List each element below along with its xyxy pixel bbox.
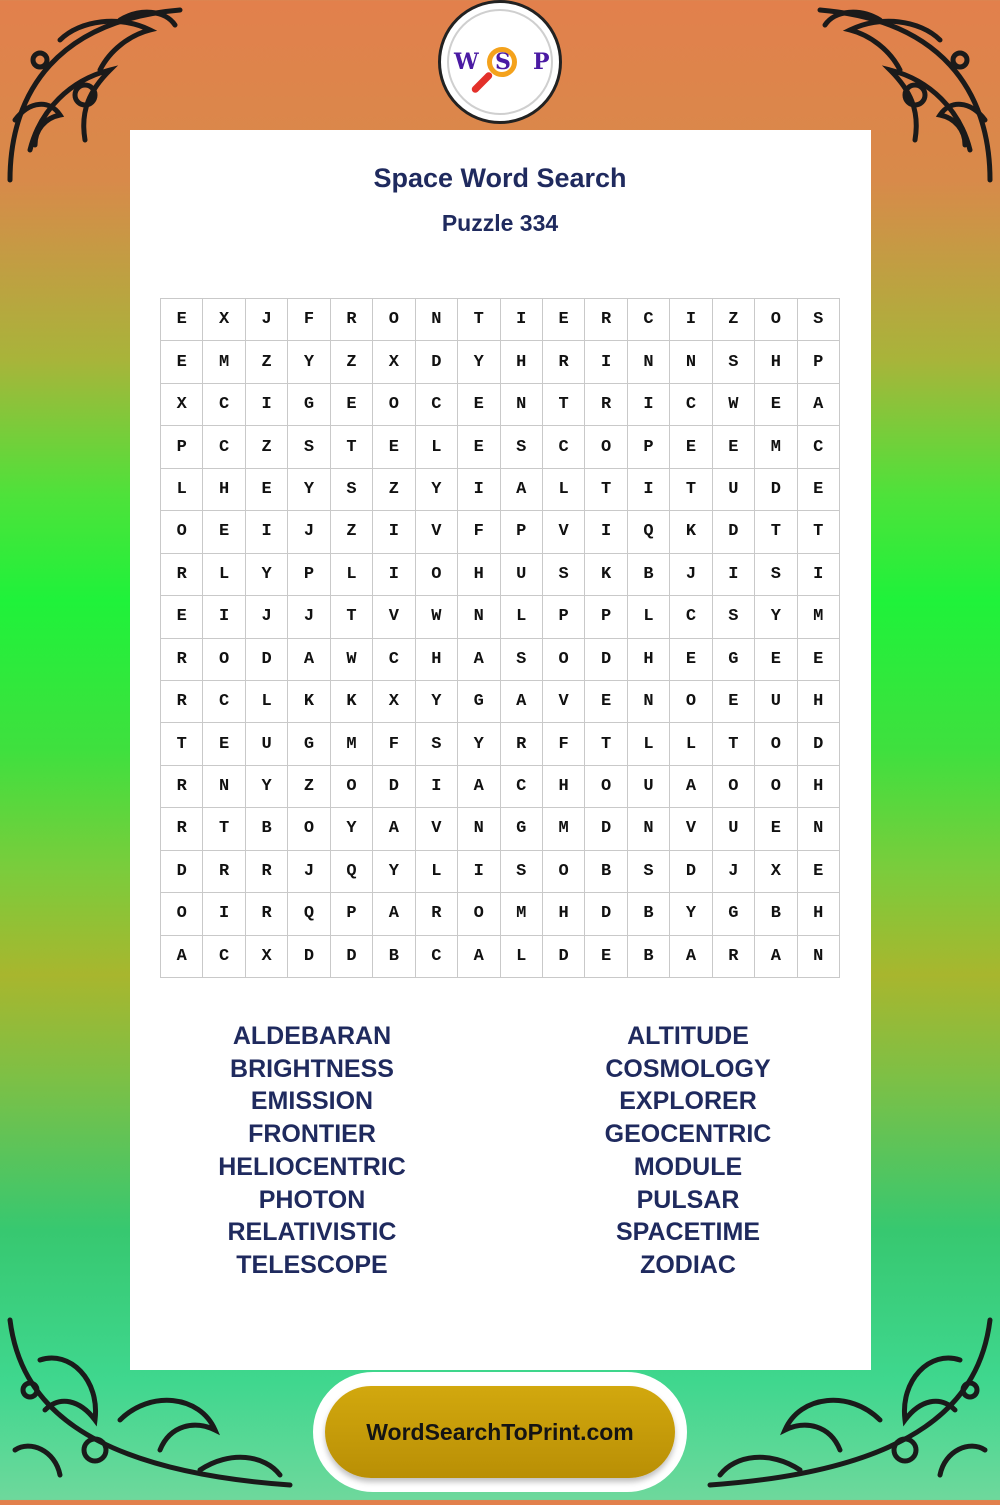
grid-cell: S bbox=[798, 299, 840, 341]
grid-cell: K bbox=[331, 681, 373, 723]
grid-cell: W bbox=[416, 596, 458, 638]
grid-cell: Z bbox=[331, 341, 373, 383]
grid-cell: E bbox=[670, 639, 712, 681]
grid-cell: Z bbox=[713, 299, 755, 341]
grid-cell: L bbox=[416, 426, 458, 468]
grid-cell: D bbox=[543, 936, 585, 978]
grid-cell: M bbox=[203, 341, 245, 383]
grid-cell: T bbox=[331, 426, 373, 468]
grid-cell: B bbox=[246, 808, 288, 850]
grid-cell: Y bbox=[288, 469, 330, 511]
grid-cell: D bbox=[798, 723, 840, 765]
grid-cell: O bbox=[543, 639, 585, 681]
grid-cell: C bbox=[501, 766, 543, 808]
grid-cell: I bbox=[373, 511, 415, 553]
grid-cell: V bbox=[670, 808, 712, 850]
grid-cell: X bbox=[373, 341, 415, 383]
grid-cell: D bbox=[585, 639, 627, 681]
word-list-item: ALDEBARAN bbox=[232, 1022, 392, 1050]
grid-cell: E bbox=[585, 936, 627, 978]
word-list-item: HELIOCENTRIC bbox=[218, 1152, 406, 1181]
grid-cell: E bbox=[161, 341, 203, 383]
wsp-logo bbox=[438, 0, 562, 124]
grid-cell: C bbox=[798, 426, 840, 468]
word-list-item: MODULE bbox=[633, 1152, 743, 1181]
grid-cell: Y bbox=[458, 723, 500, 765]
word-list-item: BRIGHTNESS bbox=[230, 1054, 394, 1083]
grid-cell: P bbox=[161, 426, 203, 468]
grid-cell: C bbox=[628, 299, 670, 341]
grid-cell: O bbox=[755, 766, 797, 808]
grid-cell: O bbox=[755, 723, 797, 765]
grid-cell: A bbox=[501, 469, 543, 511]
grid-cell: R bbox=[543, 341, 585, 383]
grid-cell: T bbox=[161, 723, 203, 765]
grid-cell: S bbox=[331, 469, 373, 511]
grid-cell: Z bbox=[288, 766, 330, 808]
grid-cell: E bbox=[798, 469, 840, 511]
grid-cell: M bbox=[798, 596, 840, 638]
grid-cell: U bbox=[755, 681, 797, 723]
grid-cell: I bbox=[585, 341, 627, 383]
grid-cell: S bbox=[501, 426, 543, 468]
site-link-button[interactable] bbox=[325, 1386, 675, 1478]
grid-cell: F bbox=[543, 723, 585, 765]
grid-cell: O bbox=[288, 808, 330, 850]
grid-cell: T bbox=[585, 469, 627, 511]
grid-cell: A bbox=[670, 766, 712, 808]
grid-cell: Y bbox=[246, 766, 288, 808]
grid-cell: K bbox=[288, 681, 330, 723]
grid-cell: C bbox=[203, 426, 245, 468]
grid-cell: Y bbox=[373, 851, 415, 893]
site-badge bbox=[313, 1372, 687, 1492]
grid-cell: I bbox=[670, 299, 712, 341]
grid-cell: F bbox=[373, 723, 415, 765]
grid-cell: R bbox=[161, 681, 203, 723]
grid-cell: D bbox=[670, 851, 712, 893]
grid-cell: L bbox=[416, 851, 458, 893]
grid-cell: D bbox=[755, 469, 797, 511]
grid-cell: Z bbox=[246, 341, 288, 383]
grid-cell: J bbox=[246, 299, 288, 341]
grid-cell: I bbox=[501, 299, 543, 341]
grid-cell: D bbox=[585, 893, 627, 935]
grid-cell: O bbox=[416, 554, 458, 596]
grid-cell: Y bbox=[246, 554, 288, 596]
grid-cell: G bbox=[288, 384, 330, 426]
grid-cell: R bbox=[331, 299, 373, 341]
grid-cell: O bbox=[373, 299, 415, 341]
grid-cell: Z bbox=[331, 511, 373, 553]
grid-cell: H bbox=[416, 639, 458, 681]
grid-cell: N bbox=[670, 341, 712, 383]
grid-cell: A bbox=[501, 681, 543, 723]
grid-cell: H bbox=[543, 893, 585, 935]
grid-cell: B bbox=[585, 851, 627, 893]
word-list-item: TELESCOPE bbox=[236, 1250, 388, 1279]
grid-cell: N bbox=[458, 808, 500, 850]
grid-cell: J bbox=[288, 511, 330, 553]
grid-cell: X bbox=[755, 851, 797, 893]
grid-cell: N bbox=[416, 299, 458, 341]
grid-cell: H bbox=[798, 681, 840, 723]
grid-cell: Y bbox=[458, 341, 500, 383]
grid-cell: C bbox=[203, 936, 245, 978]
grid-cell: I bbox=[585, 511, 627, 553]
grid-cell: E bbox=[713, 426, 755, 468]
grid-cell: X bbox=[161, 384, 203, 426]
grid-cell: P bbox=[628, 426, 670, 468]
grid-cell: Q bbox=[288, 893, 330, 935]
word-list-item: COSMOLOGY bbox=[605, 1054, 771, 1083]
grid-cell: E bbox=[755, 639, 797, 681]
grid-cell: G bbox=[501, 808, 543, 850]
grid-cell: X bbox=[373, 681, 415, 723]
grid-cell: E bbox=[331, 384, 373, 426]
grid-cell: E bbox=[373, 426, 415, 468]
grid-cell: T bbox=[713, 723, 755, 765]
grid-cell: X bbox=[203, 299, 245, 341]
grid-cell: W bbox=[713, 384, 755, 426]
grid-cell: R bbox=[585, 384, 627, 426]
grid-cell: I bbox=[458, 469, 500, 511]
word-list-item: FRONTIER bbox=[248, 1120, 376, 1149]
grid-cell: H bbox=[798, 766, 840, 808]
grid-cell: X bbox=[246, 936, 288, 978]
grid-cell: N bbox=[628, 808, 670, 850]
grid-cell: E bbox=[246, 469, 288, 511]
grid-cell: N bbox=[458, 596, 500, 638]
grid-cell: T bbox=[331, 596, 373, 638]
grid-cell: V bbox=[543, 681, 585, 723]
grid-cell: Z bbox=[373, 469, 415, 511]
grid-cell: N bbox=[628, 341, 670, 383]
grid-cell: O bbox=[585, 766, 627, 808]
grid-cell: L bbox=[161, 469, 203, 511]
grid-cell: E bbox=[585, 681, 627, 723]
grid-cell: I bbox=[713, 554, 755, 596]
grid-cell: M bbox=[543, 808, 585, 850]
grid-cell: I bbox=[798, 554, 840, 596]
grid-cell: H bbox=[458, 554, 500, 596]
grid-cell: O bbox=[670, 681, 712, 723]
grid-cell: C bbox=[203, 681, 245, 723]
grid-cell: M bbox=[755, 426, 797, 468]
grid-cell: A bbox=[373, 893, 415, 935]
grid-cell: D bbox=[246, 639, 288, 681]
grid-cell: T bbox=[585, 723, 627, 765]
grid-cell: D bbox=[373, 766, 415, 808]
grid-cell: G bbox=[713, 893, 755, 935]
word-list-item: GEOCENTRIC bbox=[604, 1120, 772, 1149]
puzzle-title: Space Word Search bbox=[373, 163, 627, 193]
grid-cell: A bbox=[670, 936, 712, 978]
grid-cell: O bbox=[543, 851, 585, 893]
grid-cell: C bbox=[416, 936, 458, 978]
grid-cell: N bbox=[203, 766, 245, 808]
grid-cell: L bbox=[331, 554, 373, 596]
grid-cell: W bbox=[331, 639, 373, 681]
grid-cell: R bbox=[161, 808, 203, 850]
grid-cell: D bbox=[416, 341, 458, 383]
grid-cell: T bbox=[755, 511, 797, 553]
grid-cell: P bbox=[798, 341, 840, 383]
word-list-left bbox=[152, 1020, 472, 1282]
grid-cell: S bbox=[501, 851, 543, 893]
grid-cell: G bbox=[458, 681, 500, 723]
grid-cell: R bbox=[161, 766, 203, 808]
grid-cell: J bbox=[670, 554, 712, 596]
grid-cell: T bbox=[543, 384, 585, 426]
word-list-item: ZODIAC bbox=[640, 1250, 736, 1279]
grid-cell: O bbox=[713, 766, 755, 808]
grid-cell: O bbox=[331, 766, 373, 808]
grid-cell: L bbox=[203, 554, 245, 596]
grid-cell: R bbox=[203, 851, 245, 893]
grid-cell: R bbox=[246, 851, 288, 893]
grid-cell: E bbox=[161, 596, 203, 638]
grid-cell: H bbox=[798, 893, 840, 935]
grid-cell: K bbox=[670, 511, 712, 553]
grid-cell: Y bbox=[416, 681, 458, 723]
grid-cell: V bbox=[416, 808, 458, 850]
grid-cell: F bbox=[288, 299, 330, 341]
grid-cell: P bbox=[501, 511, 543, 553]
grid-cell: L bbox=[628, 723, 670, 765]
grid-cell: E bbox=[458, 426, 500, 468]
grid-cell: U bbox=[628, 766, 670, 808]
grid-cell: H bbox=[755, 341, 797, 383]
grid-cell: I bbox=[203, 596, 245, 638]
grid-cell: S bbox=[628, 851, 670, 893]
word-list-item: EMISSION bbox=[250, 1087, 374, 1116]
word-list-item: PHOTON bbox=[258, 1185, 366, 1214]
grid-cell: J bbox=[288, 851, 330, 893]
grid-cell: E bbox=[755, 808, 797, 850]
grid-cell: I bbox=[203, 893, 245, 935]
grid-cell: E bbox=[203, 723, 245, 765]
grid-cell: A bbox=[798, 384, 840, 426]
grid-cell: O bbox=[161, 893, 203, 935]
word-list-right bbox=[528, 1020, 848, 1282]
grid-cell: R bbox=[161, 639, 203, 681]
grid-cell: B bbox=[628, 936, 670, 978]
grid-cell: R bbox=[713, 936, 755, 978]
grid-cell: E bbox=[203, 511, 245, 553]
grid-cell: I bbox=[246, 384, 288, 426]
grid-cell: R bbox=[161, 554, 203, 596]
grid-cell: N bbox=[798, 808, 840, 850]
grid-cell: T bbox=[203, 808, 245, 850]
grid-cell: O bbox=[161, 511, 203, 553]
grid-cell: R bbox=[585, 299, 627, 341]
grid-cell: C bbox=[670, 596, 712, 638]
grid-cell: Y bbox=[670, 893, 712, 935]
word-list-item: SPACETIME bbox=[616, 1218, 760, 1247]
grid-cell: G bbox=[288, 723, 330, 765]
grid-cell: I bbox=[246, 511, 288, 553]
grid-cell: T bbox=[670, 469, 712, 511]
grid-cell: A bbox=[458, 639, 500, 681]
puzzle-number: Puzzle 334 bbox=[441, 210, 559, 236]
grid-cell: Y bbox=[288, 341, 330, 383]
grid-cell: Y bbox=[331, 808, 373, 850]
grid-cell: J bbox=[713, 851, 755, 893]
grid-cell: M bbox=[501, 893, 543, 935]
grid-cell: D bbox=[161, 851, 203, 893]
grid-cell: L bbox=[543, 469, 585, 511]
grid-cell: J bbox=[288, 596, 330, 638]
grid-cell: S bbox=[501, 639, 543, 681]
grid-cell: H bbox=[501, 341, 543, 383]
grid-cell: V bbox=[543, 511, 585, 553]
grid-cell: E bbox=[543, 299, 585, 341]
grid-cell: N bbox=[501, 384, 543, 426]
grid-cell: G bbox=[713, 639, 755, 681]
grid-cell: T bbox=[458, 299, 500, 341]
grid-cell: R bbox=[416, 893, 458, 935]
logo-letter-w: W bbox=[454, 49, 479, 75]
logo-letter-s: S bbox=[495, 49, 511, 75]
grid-cell: U bbox=[713, 469, 755, 511]
grid-cell: E bbox=[670, 426, 712, 468]
grid-cell: D bbox=[585, 808, 627, 850]
site-link-label: WordSearchToPrint.com bbox=[366, 1418, 634, 1445]
grid-cell: I bbox=[373, 554, 415, 596]
grid-cell: B bbox=[755, 893, 797, 935]
grid-cell: O bbox=[203, 639, 245, 681]
grid-cell: I bbox=[628, 469, 670, 511]
grid-cell: E bbox=[755, 384, 797, 426]
magnifier-icon bbox=[487, 47, 517, 77]
grid-cell: N bbox=[628, 681, 670, 723]
grid-cell: I bbox=[458, 851, 500, 893]
grid-cell: Z bbox=[246, 426, 288, 468]
grid-cell: C bbox=[373, 639, 415, 681]
grid-cell: B bbox=[628, 554, 670, 596]
grid-cell: I bbox=[628, 384, 670, 426]
grid-cell: P bbox=[585, 596, 627, 638]
grid-cell: V bbox=[416, 511, 458, 553]
grid-cell: L bbox=[501, 596, 543, 638]
grid-cell: A bbox=[288, 639, 330, 681]
grid-cell: L bbox=[501, 936, 543, 978]
word-list-item: PULSAR bbox=[636, 1185, 740, 1214]
word-list-item: ALTITUDE bbox=[627, 1022, 749, 1050]
grid-cell: H bbox=[628, 639, 670, 681]
grid-cell: A bbox=[161, 936, 203, 978]
grid-cell: B bbox=[373, 936, 415, 978]
word-list-item: EXPLORER bbox=[619, 1087, 757, 1116]
grid-cell: S bbox=[755, 554, 797, 596]
grid-cell: E bbox=[458, 384, 500, 426]
grid-cell: S bbox=[288, 426, 330, 468]
grid-cell: O bbox=[585, 426, 627, 468]
grid-cell: E bbox=[798, 639, 840, 681]
word-list-item: RELATIVISTIC bbox=[227, 1218, 397, 1247]
grid-cell: A bbox=[458, 766, 500, 808]
grid-cell: E bbox=[713, 681, 755, 723]
grid-cell: S bbox=[543, 554, 585, 596]
grid-cell: P bbox=[288, 554, 330, 596]
grid-cell: U bbox=[246, 723, 288, 765]
grid-cell: L bbox=[628, 596, 670, 638]
grid-cell: U bbox=[501, 554, 543, 596]
grid-cell: E bbox=[161, 299, 203, 341]
grid-cell: M bbox=[331, 723, 373, 765]
grid-cell: D bbox=[713, 511, 755, 553]
grid-cell: N bbox=[798, 936, 840, 978]
grid-cell: C bbox=[670, 384, 712, 426]
grid-cell: C bbox=[543, 426, 585, 468]
grid-cell: R bbox=[501, 723, 543, 765]
grid-cell: S bbox=[416, 723, 458, 765]
grid-cell: U bbox=[713, 808, 755, 850]
grid-cell: C bbox=[203, 384, 245, 426]
grid-cell: L bbox=[670, 723, 712, 765]
grid-cell: P bbox=[331, 893, 373, 935]
grid-cell: P bbox=[543, 596, 585, 638]
grid-cell: D bbox=[331, 936, 373, 978]
grid-cell: Y bbox=[416, 469, 458, 511]
logo-letter-p: P bbox=[533, 49, 550, 75]
grid-cell: Q bbox=[331, 851, 373, 893]
grid-cell: F bbox=[458, 511, 500, 553]
grid-cell: L bbox=[246, 681, 288, 723]
grid-cell: I bbox=[416, 766, 458, 808]
grid-cell: O bbox=[373, 384, 415, 426]
grid-cell: E bbox=[798, 851, 840, 893]
grid-cell: H bbox=[203, 469, 245, 511]
grid-cell: A bbox=[458, 936, 500, 978]
grid-cell: O bbox=[458, 893, 500, 935]
grid-cell: Y bbox=[755, 596, 797, 638]
grid-cell: B bbox=[628, 893, 670, 935]
grid-cell: S bbox=[713, 596, 755, 638]
grid-cell: S bbox=[713, 341, 755, 383]
grid-cell: R bbox=[246, 893, 288, 935]
grid-cell: H bbox=[543, 766, 585, 808]
grid-cell: T bbox=[798, 511, 840, 553]
grid-cell: D bbox=[288, 936, 330, 978]
grid-cell: A bbox=[755, 936, 797, 978]
grid-cell: J bbox=[246, 596, 288, 638]
grid-cell: C bbox=[416, 384, 458, 426]
grid-cell: O bbox=[755, 299, 797, 341]
grid-cell: V bbox=[373, 596, 415, 638]
grid-cell: K bbox=[585, 554, 627, 596]
grid-cell: Q bbox=[628, 511, 670, 553]
letter-grid bbox=[160, 298, 840, 978]
grid-cell: A bbox=[373, 808, 415, 850]
